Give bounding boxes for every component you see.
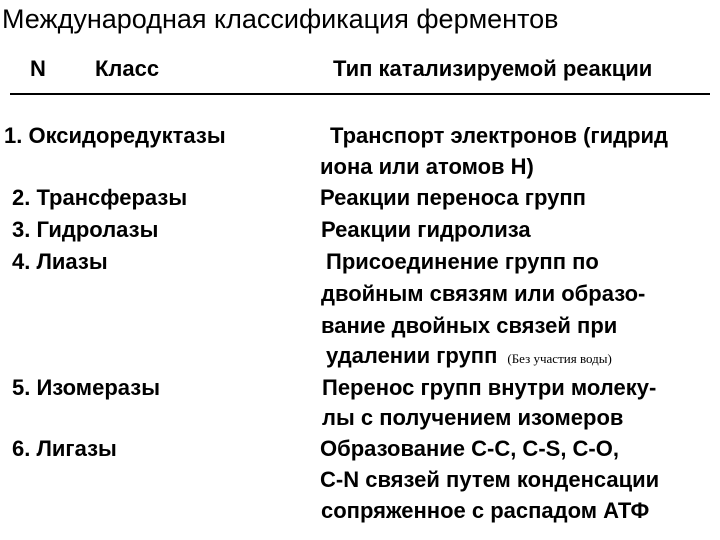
reaction-line: Перенос групп внутри молеку- [322, 375, 657, 400]
header-class: Класс [95, 56, 160, 81]
reaction-line: иона или атомов Н) [320, 154, 534, 179]
reaction-line [326, 343, 612, 369]
class-lyases: 4. Лиазы [12, 249, 108, 274]
class-hydrolases: 3. Гидролазы [12, 217, 159, 242]
class-isomerases: 5. Изомеразы [12, 375, 160, 400]
reaction-line: Реакции переноса групп [320, 185, 586, 210]
reaction-line: двойным связям или образо- [321, 281, 646, 306]
reaction-note: (Без участия воды) [507, 351, 612, 366]
reaction-line: Присоединение групп по [326, 249, 599, 274]
reaction-line: вание двойных связей при [321, 313, 618, 338]
reaction-line: Транспорт электронов (гидрид [330, 123, 669, 148]
reaction-text: удалении групп [326, 343, 498, 368]
header-divider [10, 93, 710, 95]
reaction-line: Реакции гидролиза [321, 217, 531, 242]
header-number: N [30, 56, 46, 81]
reaction-line: Образование С-С, С-S, С-О, [320, 436, 619, 461]
reaction-line: лы с получением изомеров [322, 405, 624, 430]
class-transferases: 2. Трансферазы [12, 185, 188, 210]
reaction-line: С-N связей путем конденсации [320, 467, 660, 492]
reaction-line: сопряженное с распадом АТФ [321, 498, 650, 523]
class-oxidoreductases: 1. Оксидоредуктазы [4, 123, 226, 148]
page-title: Международная классификация ферментов [2, 4, 559, 34]
class-ligases: 6. Лигазы [12, 436, 117, 461]
header-reaction-type: Тип катализируемой реакции [333, 56, 653, 81]
